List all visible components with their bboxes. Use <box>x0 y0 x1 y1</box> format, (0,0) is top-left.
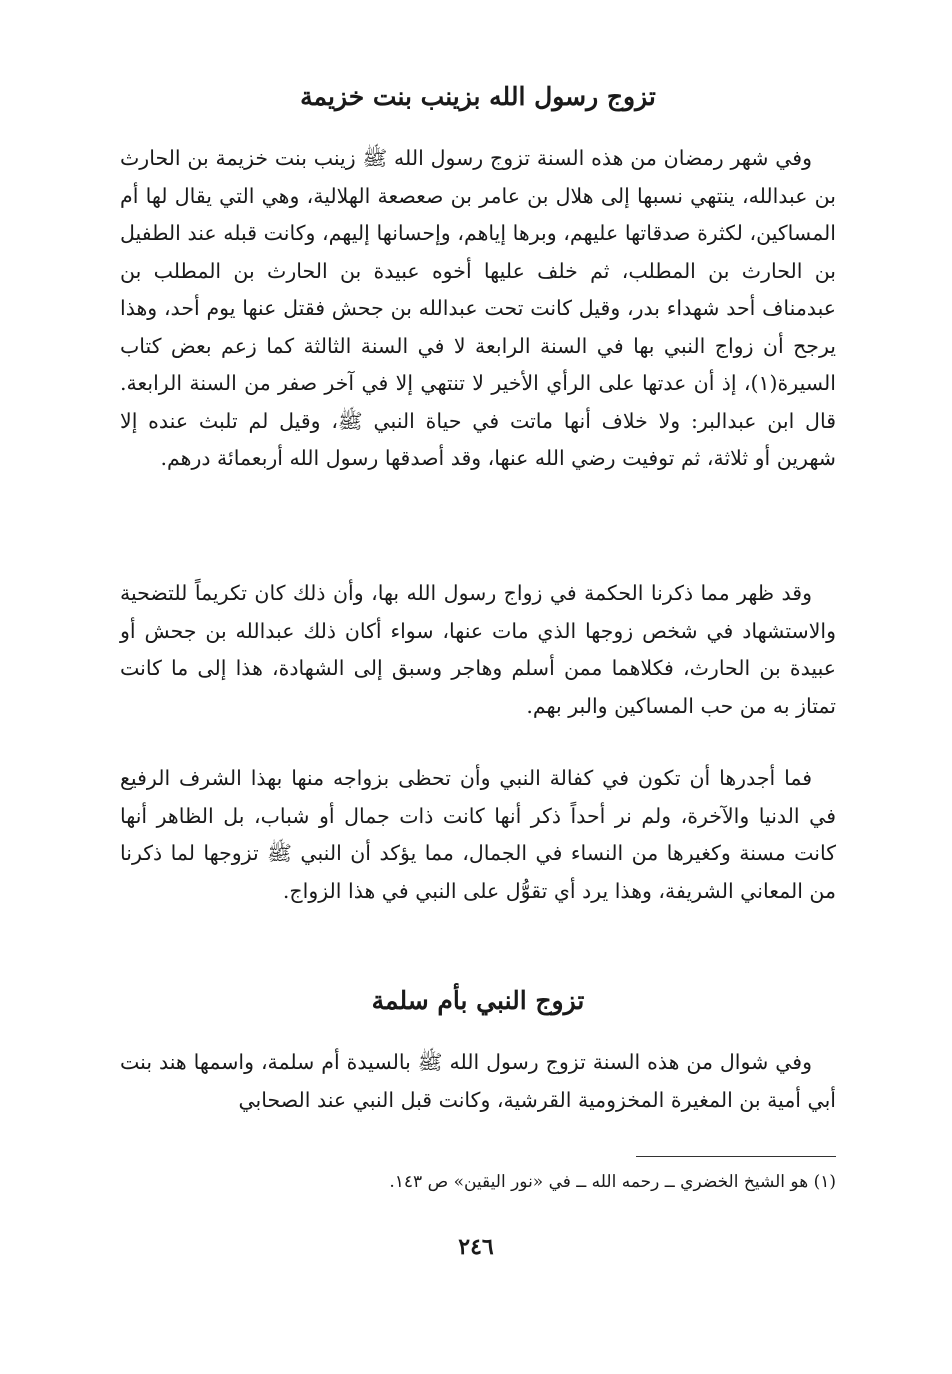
footnote-divider <box>636 1156 836 1157</box>
page-title: تزوج رسول الله بزينب بنت خزيمة <box>300 82 656 111</box>
section-heading-umm-salama: تزوج النبي بأم سلمة <box>371 986 585 1015</box>
page-number: ٢٤٦ <box>458 1234 494 1260</box>
paragraph-zaynab-marriage: وفي شهر رمضان من هذه السنة تزوج رسول الله ﷺ زينب بنت خزيمة بن الحارث بن عبدالله، ينتهي نسبها إلى هلال بن عامر بن صعصعة الهلالية، وهي التي يقال لها أم المساكين، لكثرة صدقاتها عليهم، وبرها إياهم، وإحسانها إليهم، وكانت قبله عند الطفيل بن الحارث بن المطلب، ثم خلف عليها أخوه عبيدة بن الحارث بن المطلب بن عبدمناف أحد شهداء بدر، وقيل كانت تحت عبدالله بن جحش فقتل عنها يوم أحد، وهذا يرجح أن زواج النبي بها في السنة الرابعة لا في السنة الثالثة كما زعم بعض كتاب السيرة(١)، إذ أن عدتها على الرأي الأخير لا تنتهي إلا في آخر صفر من السنة الرابعة. قال ابن عبدالبر: ولا خلاف أنها ماتت في حياة النبي ﷺ، وقيل لم تلبث عنده إلا شهرين أو ثلاثة، ثم توفيت رضي الله عنها، وقد أصدقها رسول الله أربعمائة درهم. <box>120 146 836 470</box>
paragraph-wisdom-of-marriage: وقد ظهر مما ذكرنا الحكمة في زواج رسول الله بها، وأن ذلك كان تكريماً للتضحية والاستشهاد في شخص زوجها الذي مات عنها، سواء أكان ذلك عبدالله بن جحش أو عبيدة بن الحارث، فكلاهما ممن أسلم وهاجر وسبق إلى الشهادة، هذا إلى ما كانت تمتاز به من حب المساكين والبر بهم. <box>120 581 836 718</box>
paragraph-umm-salama-marriage: وفي شوال من هذه السنة تزوج رسول الله ﷺ بالسيدة أم سلمة، واسمها هند بنت أبي أمية بن المغيرة المخزومية القرشية، وكانت قبل النبي عند الصحابي <box>120 1050 836 1112</box>
footnote: (١) هو الشيخ الخضري ــ رحمه الله ــ في «نور اليقين» ص ١٤٣. <box>389 1172 836 1192</box>
paragraph-honor-of-marriage: فما أجدرها أن تكون في كفالة النبي وأن تحظى بزواجه منها بهذا الشرف الرفيع في الدنيا والآخرة، ولم نر أحداً ذكر أنها كانت ذات جمال أو شباب، بل الظاهر أنها كانت مسنة وكغيرها من النساء في الجمال، مما يؤكد أن النبي ﷺ تزوجها لما ذكرنا من المعاني الشريفة، وهذا يرد أي تقوُّل على النبي في هذا الزواج. <box>120 766 836 903</box>
